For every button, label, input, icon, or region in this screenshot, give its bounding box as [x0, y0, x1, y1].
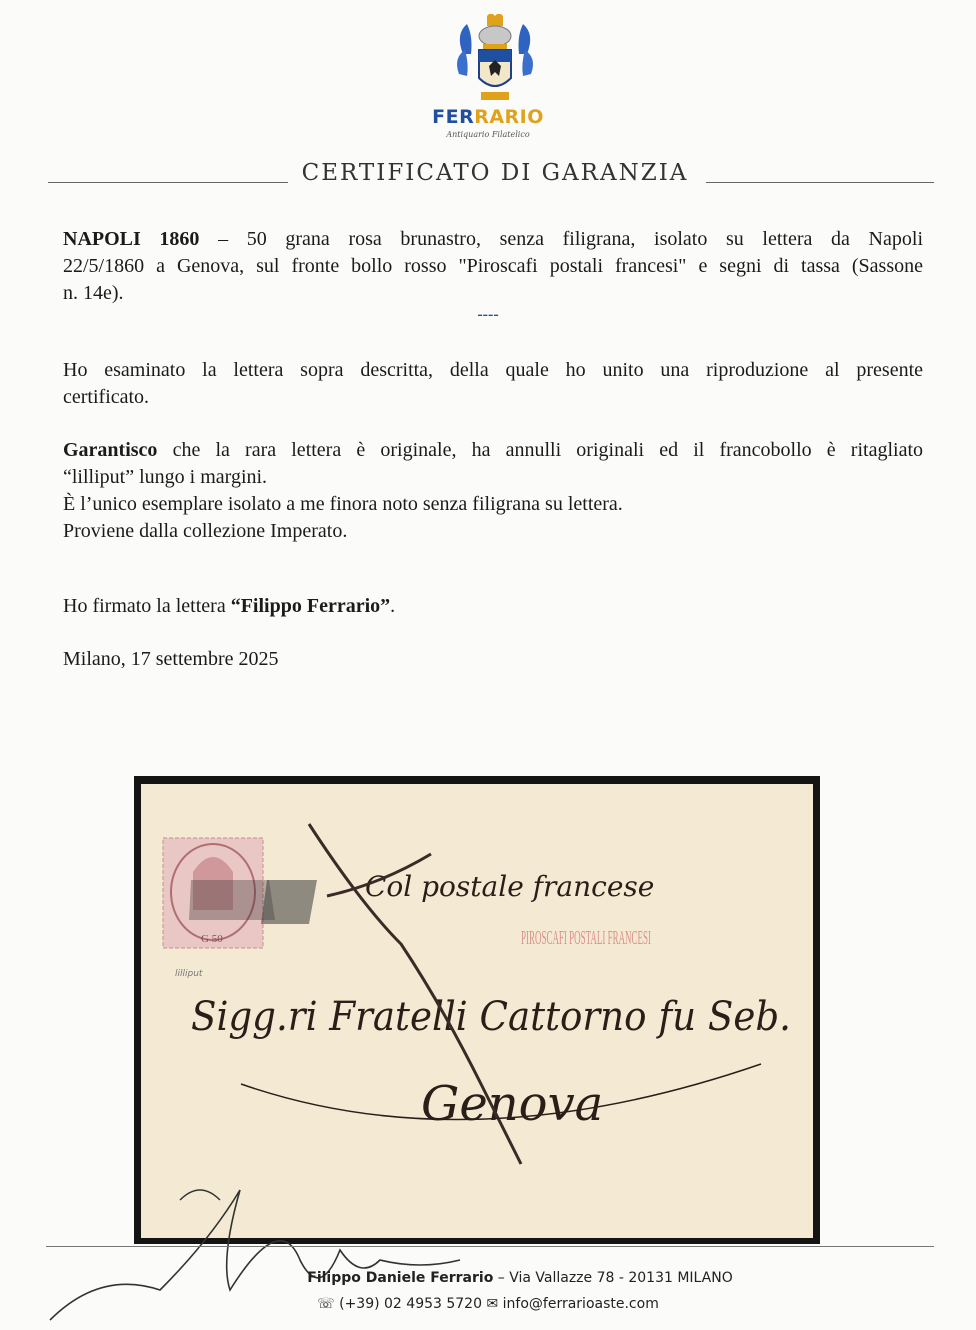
title-rule-left: [48, 182, 288, 183]
stamp-description: NAPOLI 1860 – 50 grana rosa brunastro, senza filigrana, isolato su lettera da Napoli 22/5/1860 a Genova, sul fronte bollo rosso "Piroscafi postali francesi" e segni di tassa (Sassone n. 14e).: [63, 228, 923, 304]
stamp-value: G 50: [201, 933, 223, 945]
description-heading: NAPOLI 1860: [63, 228, 200, 250]
ferrario-crest-logo: [453, 14, 537, 106]
signed-statement: Ho firmato la lettera “Filippo Ferrario”.: [63, 595, 396, 617]
manuscript-line-1: Col postale francese: [365, 870, 655, 903]
manuscript-line-2: Sigg.ri Fratelli Cattorno fu Seb.: [191, 994, 791, 1040]
footer-address: Filippo Daniele Ferrario – Via Vallazze 78 - 20131 MILANO: [307, 1270, 733, 1286]
pencil-note: lilliput: [175, 969, 203, 979]
footer-phone: (+39) 02 4953 5720: [339, 1296, 483, 1312]
red-postmark: PIROSCAFI POSTALI FRANCESI: [521, 927, 651, 949]
footer-contacts: [200, 1296, 776, 1312]
mail-icon: ✉: [486, 1296, 499, 1312]
footer-rule: [46, 1246, 934, 1247]
guarantee-paragraph: Garantisco che la rara lettera è originale, ha annulli originali ed il francobollo è ritagliato “lilliput” lungo i margini. È l’unico esemplare isolato a me finora noto senza filigrana su lettera. Proviene dalla collezione Imperato.: [63, 439, 924, 542]
footer-email: info@ferrarioaste.com: [502, 1296, 659, 1312]
section-separator: ----: [477, 306, 499, 323]
title-rule-right: [706, 182, 934, 183]
manuscript-line-3: Genova: [421, 1076, 604, 1132]
place-date: Milano, 17 settembre 2025: [63, 648, 279, 670]
certificate-title: CERTIFICATO DI GARANZIA: [301, 160, 689, 186]
phone-icon: ☏: [317, 1296, 335, 1312]
guarantee-bold: Garantisco: [63, 439, 158, 461]
brand-name: FERRARIO: [432, 106, 544, 128]
brand-tagline: Antiquario Filatelico: [446, 130, 530, 139]
examination-paragraph: Ho esaminato la lettera sopra descritta, della quale ho unito una riproduzione al presente certificato.: [63, 359, 923, 408]
